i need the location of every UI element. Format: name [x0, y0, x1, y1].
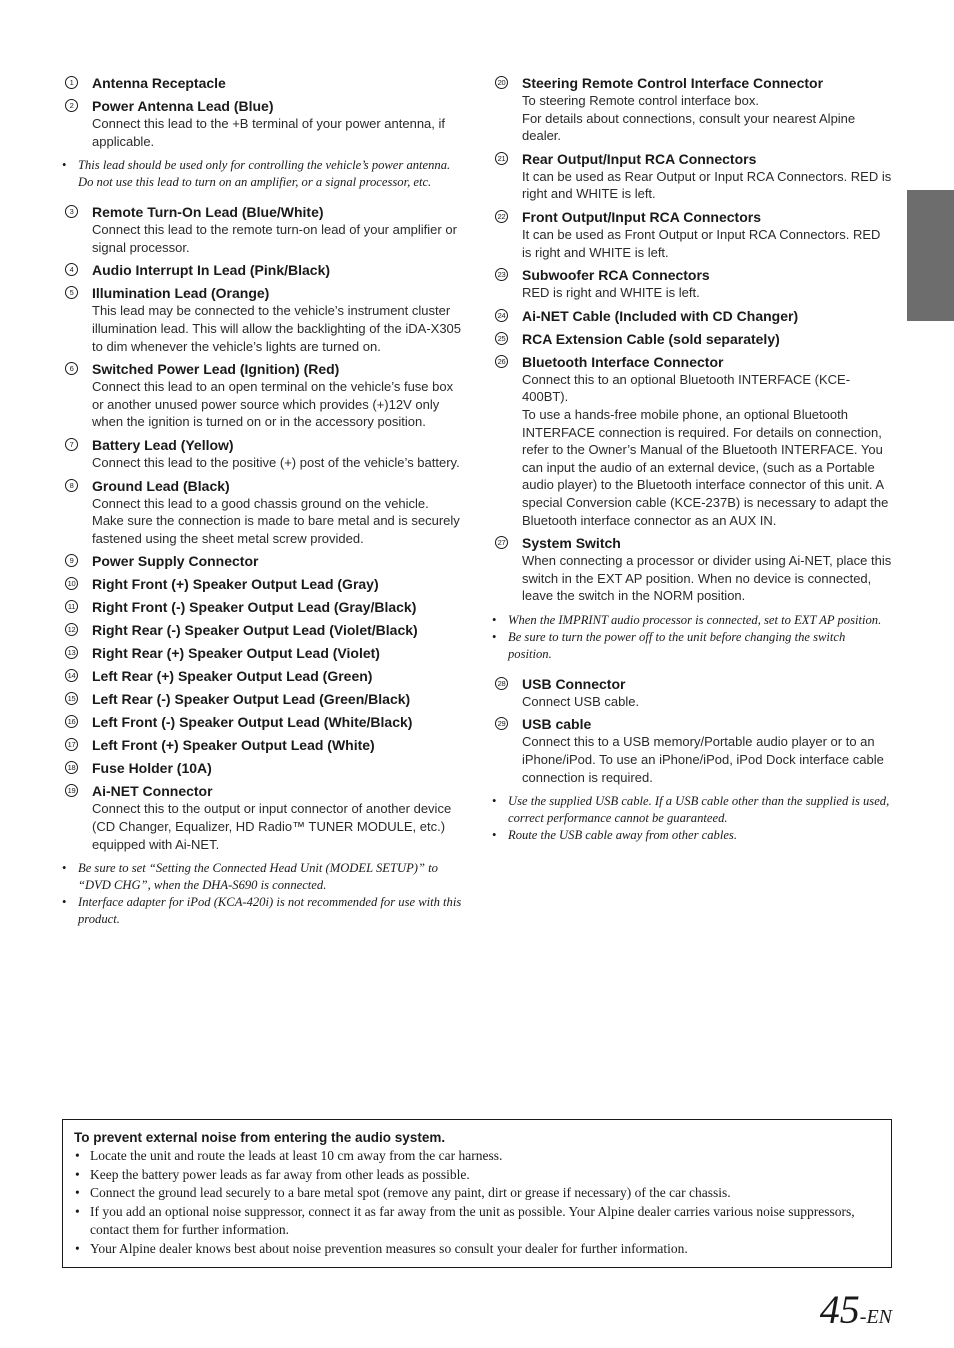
item-description: Connect this to an optional Bluetooth INTERFACE (KCE-400BT). To use a hands-free mobile phone, an optional Bluetooth INTERFACE connection is required. For details on connection, refer to the Owner’s Manual of the Bluetooth INTERFACE. You can input the audio of an external device, (such as a Portable audio player) to the Bluetooth interface connector of this unit. A special Conversion cable (KCE-237B) is necessary to adapt the Bluetooth interface connector as an AUX IN.: [522, 371, 889, 528]
item-number-badge: 21: [495, 152, 508, 165]
item-number-badge: 11: [65, 600, 78, 613]
list-item: [492, 675, 892, 711]
item-title: Right Front (+) Speaker Output Lead (Gray): [92, 576, 379, 593]
item-title: Bluetooth Interface Connector: [522, 353, 724, 370]
note-text: This lead should be used only for controlling the vehicle’s power antenna. Do not use this lead to turn on an amplifier, or a signal processor, etc.: [78, 158, 451, 190]
item-number-badge: 17: [65, 738, 78, 751]
note-text: Be sure to set “Setting the Connected Head Unit (MODEL SETUP)” to “DVD CHG”, when the DHA-S690 is connected.: [78, 861, 438, 893]
list-item: [62, 203, 462, 256]
item-title: Antenna Receptacle: [92, 75, 226, 91]
item-number-badge: 23: [495, 268, 508, 281]
item-title: Ground Lead (Black): [92, 477, 230, 494]
page-number: [820, 1288, 892, 1332]
bullet-icon: •: [75, 1166, 80, 1182]
list-item: [492, 330, 892, 348]
item-description: Connect this lead to the remote turn-on lead of your amplifier or signal processor.: [92, 222, 457, 255]
list-item: [62, 575, 462, 593]
noise-item-text: Connect the ground lead securely to a bare metal spot (remove any paint, dirt or grease if necessary) of the car chassis.: [90, 1185, 731, 1200]
item-title: System Switch: [522, 535, 621, 552]
item-title: RCA Extension Cable (sold separately): [522, 330, 780, 347]
item-number-badge: 29: [495, 717, 508, 730]
item-number-badge: 3: [65, 205, 78, 218]
item-title: Audio Interrupt In Lead (Pink/Black): [92, 262, 331, 279]
list-item: [62, 759, 462, 777]
item-number-badge: 12: [65, 623, 78, 636]
item-title: USB cable: [522, 716, 592, 733]
item-list: [62, 203, 462, 853]
note-item: [492, 793, 892, 827]
item-description: It can be used as Front Output or Input RCA Connectors. RED is right and WHITE is left.: [522, 226, 881, 260]
bullet-icon: •: [492, 794, 497, 809]
list-item: [62, 598, 462, 616]
item-description: To steering Remote control interface box. For details about connections, consult your nearest Alpine dealer.: [522, 93, 856, 144]
item-number-badge: 8: [65, 479, 78, 492]
item-number-badge: 26: [495, 355, 508, 368]
item-number-badge: 28: [495, 677, 508, 690]
item-description: Connect this lead to a good chassis ground on the vehicle. Make sure the connection is made to bare metal and is securely fastened using the sheet metal screw provided.: [92, 495, 460, 546]
list-item: [62, 261, 462, 279]
noise-item-list: [74, 1147, 880, 1258]
list-item: [492, 74, 892, 145]
note-item: [62, 157, 462, 191]
item-number-badge: 4: [65, 263, 78, 276]
item-title: Left Front (-) Speaker Output Lead (White/Black): [92, 714, 413, 731]
list-item: [62, 713, 462, 731]
item-title: Left Rear (-) Speaker Output Lead (Green/Black): [92, 691, 411, 708]
list-item: [62, 74, 462, 92]
list-item: [62, 667, 462, 685]
bullet-icon: •: [492, 612, 497, 627]
item-description: Connect this to a USB memory/Portable audio player or to an iPhone/iPod. To use an iPhone/iPod, iPod Dock interface cable connection is required.: [522, 734, 884, 785]
item-number-badge: 27: [495, 536, 508, 549]
item-description: Connect this lead to an open terminal on the vehicle’s fuse box or another unused power source which provides (+)12V only when the ignition is turned on or in the accessory position.: [92, 379, 454, 430]
item-title: Steering Remote Control Interface Connector: [522, 75, 824, 91]
list-item: [492, 715, 892, 786]
list-item: [62, 284, 462, 355]
list-item: [62, 360, 462, 431]
item-list: [492, 74, 892, 605]
noise-item: [74, 1203, 880, 1240]
bullet-icon: •: [62, 861, 67, 876]
note-text: Interface adapter for iPod (KCA-420i) is not recommended for use with this product.: [78, 895, 462, 927]
item-title: Ai-NET Connector: [92, 783, 213, 800]
item-number-badge: 14: [65, 669, 78, 682]
item-description: Connect this lead to the positive (+) post of the vehicle’s battery.: [92, 454, 460, 470]
item-title: Ai-NET Cable (Included with CD Changer): [522, 307, 799, 324]
item-number-badge: 15: [65, 692, 78, 705]
item-title: Subwoofer RCA Connectors: [522, 267, 710, 284]
note-item: [492, 827, 892, 844]
bullet-icon: •: [75, 1148, 80, 1163]
item-list: [492, 675, 892, 786]
item-description: When connecting a processor or divider using Ai-NET, place this switch in the EXT AP position. When no device is connected, leave the switch in the NORM position.: [522, 553, 892, 604]
item-number-badge: 22: [495, 210, 508, 223]
item-title: Rear Output/Input RCA Connectors: [522, 150, 757, 167]
item-number-badge: 20: [495, 76, 508, 89]
noise-item: [74, 1240, 880, 1259]
noise-prevention-box: [62, 1119, 892, 1268]
note-text: Use the supplied USB cable. If a USB cable other than the supplied is used, correct performance cannot be guaranteed.: [508, 794, 890, 826]
list-item: [492, 150, 892, 203]
page-number-suffix: -EN: [859, 1306, 892, 1328]
list-item: [62, 690, 462, 708]
item-title: Front Output/Input RCA Connectors: [522, 208, 761, 225]
note-item: [62, 894, 462, 928]
item-title: Power Supply Connector: [92, 553, 259, 570]
item-title: Right Rear (+) Speaker Output Lead (Violet): [92, 645, 380, 662]
list-item: [62, 782, 462, 853]
item-list: [62, 74, 462, 150]
item-number-badge: 19: [65, 784, 78, 797]
list-item: [62, 436, 462, 472]
section-side-tab: [907, 190, 954, 321]
item-number-badge: 18: [65, 761, 78, 774]
bullet-icon: •: [75, 1240, 80, 1256]
right-column: [492, 74, 892, 856]
bullet-icon: •: [75, 1203, 80, 1219]
list-item: [62, 736, 462, 754]
noise-box-title: To prevent external noise from entering the audio system.: [74, 1130, 446, 1145]
page-number-value: 45: [819, 1287, 860, 1332]
item-title: Right Rear (-) Speaker Output Lead (Violet/Black): [92, 622, 418, 639]
item-description: RED is right and WHITE is left.: [522, 285, 700, 301]
noise-item-text: If you add an optional noise suppressor, connect it as far away from the unit as possible. Your Alpine dealer carries various noise suppressors, contact them for further information.: [90, 1203, 855, 1237]
list-item: [492, 307, 892, 325]
item-description: This lead may be connected to the vehicle’s instrument cluster illumination lead. This will allow the backlighting of the iDA-X305 to dim whenever the vehicle’s lights are turned on.: [92, 303, 462, 354]
note-item: [492, 629, 892, 663]
list-item: [62, 97, 462, 150]
item-number-badge: 2: [65, 99, 78, 112]
item-title: Illumination Lead (Orange): [92, 285, 270, 302]
list-item: [62, 552, 462, 570]
note-list: [62, 157, 462, 191]
list-item: [492, 353, 892, 529]
noise-item-text: Locate the unit and route the leads at least 10 cm away from the car harness.: [90, 1148, 503, 1163]
note-list: [62, 860, 462, 928]
note-item: [62, 860, 462, 894]
item-number-badge: 10: [65, 577, 78, 590]
noise-item: [74, 1184, 880, 1203]
note-text: Route the USB cable away from other cables.: [508, 828, 737, 843]
item-description: Connect this lead to the +B terminal of your power antenna, if applicable.: [92, 116, 446, 149]
item-title: Fuse Holder (10A): [92, 760, 212, 777]
item-number-badge: 7: [65, 438, 78, 451]
item-number-badge: 6: [65, 362, 78, 375]
item-number-badge: 1: [65, 76, 78, 89]
item-title: Left Rear (+) Speaker Output Lead (Green): [92, 668, 373, 685]
item-description: Connect this to the output or input connector of another device (CD Changer, Equalizer, HD Radio™ TUNER MODULE, etc.) equipped with Ai-NET.: [92, 801, 452, 852]
item-number-badge: 24: [495, 309, 508, 322]
item-title: Power Antenna Lead (Blue): [92, 98, 274, 114]
item-number-badge: 13: [65, 646, 78, 659]
bullet-icon: •: [62, 158, 67, 173]
item-title: Battery Lead (Yellow): [92, 436, 234, 453]
list-item: [492, 208, 892, 261]
note-text: When the IMPRINT audio processor is connected, set to EXT AP position.: [508, 612, 882, 627]
noise-item: [74, 1147, 880, 1166]
note-list: [492, 793, 892, 844]
item-number-badge: 16: [65, 715, 78, 728]
item-title: USB Connector: [522, 675, 626, 692]
item-description: It can be used as Rear Output or Input RCA Connectors. RED is right and WHITE is left.: [522, 168, 892, 202]
noise-item: [74, 1166, 880, 1185]
list-item: [62, 621, 462, 639]
noise-item-text: Your Alpine dealer knows best about noise prevention measures so consult your dealer for further information.: [90, 1240, 688, 1256]
bullet-icon: •: [62, 895, 67, 910]
item-title: Remote Turn-On Lead (Blue/White): [92, 204, 324, 221]
list-item: [62, 644, 462, 662]
item-number-badge: 25: [495, 332, 508, 345]
item-number-badge: 5: [65, 286, 78, 299]
list-item: [492, 534, 892, 605]
item-title: Right Front (-) Speaker Output Lead (Gray/Black): [92, 599, 417, 616]
list-item: [492, 266, 892, 302]
bullet-icon: •: [492, 629, 497, 644]
note-item: [492, 612, 892, 629]
note-list: [492, 612, 892, 663]
note-text: Be sure to turn the power off to the unit before changing the switch position.: [508, 629, 846, 661]
item-description: Connect USB cable.: [522, 693, 640, 709]
left-column: [62, 74, 462, 940]
item-title: Left Front (+) Speaker Output Lead (White): [92, 737, 375, 754]
bullet-icon: •: [75, 1185, 80, 1200]
bullet-icon: •: [492, 828, 497, 843]
item-title: Switched Power Lead (Ignition) (Red): [92, 361, 340, 378]
noise-item-text: Keep the battery power leads as far away from other leads as possible.: [90, 1166, 470, 1182]
item-number-badge: 9: [65, 554, 78, 567]
list-item: [62, 477, 462, 548]
